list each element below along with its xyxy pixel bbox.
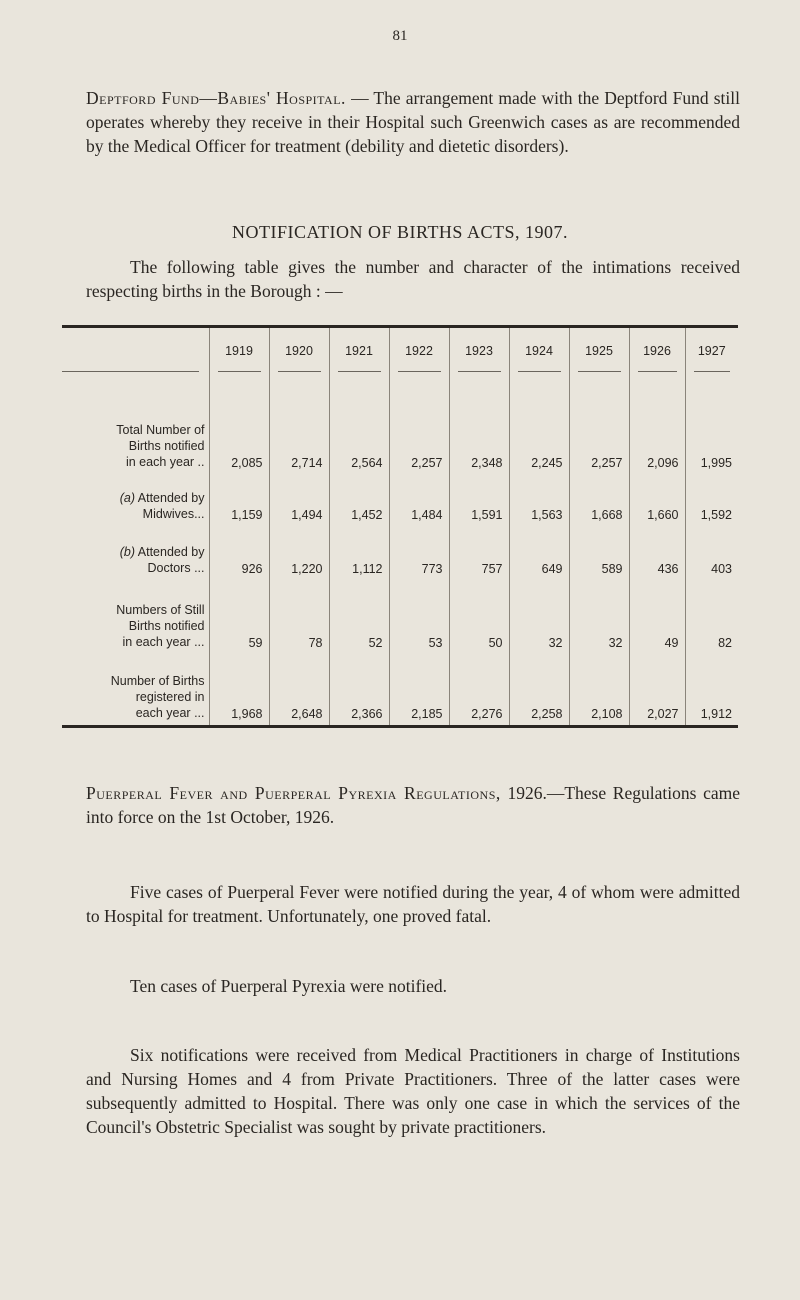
- table-cell: 32: [569, 580, 629, 654]
- year-header: 1927: [685, 328, 738, 374]
- table-cell: 78: [269, 580, 329, 654]
- table-cell: 59: [248, 636, 263, 650]
- table-cell: 2,564: [329, 374, 389, 474]
- table-cell: 1,563: [509, 474, 569, 526]
- deptford-paragraph: [86, 86, 740, 158]
- table-cell: 403: [685, 526, 738, 580]
- table-cell: 2,096: [629, 374, 685, 474]
- table-cell: 2,108: [569, 654, 629, 725]
- intro-paragraph: The following table gives the number and character of the intimations received respecting births in the Borough : —: [86, 257, 740, 301]
- table-cell: 1,159: [231, 508, 263, 522]
- deptford-body: — The arrangement made with the Deptford Fund still operates whereby they receive in their Hospital such Greenwich cases as are recommended by the Medical Officer for treatment (debility and dietetic disorders).: [86, 88, 740, 156]
- table-header-row: [62, 328, 738, 374]
- table-cell: 32: [509, 580, 569, 654]
- table-cell: 649: [509, 526, 569, 580]
- table-cell: 1,968: [231, 707, 263, 721]
- year-header: 1925: [569, 328, 629, 374]
- table-cell: 50: [449, 580, 509, 654]
- table-cell: 1,660: [629, 474, 685, 526]
- notifications-paragraph: Six notifications were received from Medical Practitioners in charge of Institutions and Nursing Homes and 4 from Private Practitioners. Three of the latter cases were subsequently admitted to Hospital. There was only one case in which the services of the Council's Obstetric Specialist was sought by private practitioners.: [86, 1045, 740, 1137]
- pyrexia-paragraph: Ten cases of Puerperal Pyrexia were notified.: [130, 976, 448, 996]
- table-row: [62, 526, 738, 580]
- year-header: 1924: [509, 328, 569, 374]
- table-cell: 926: [241, 562, 263, 576]
- row-label: Numbers of Still Births notified in each year ...: [62, 580, 209, 654]
- table-row: [62, 474, 738, 526]
- deptford-heading: Deptford Fund—Babies' Hospital.: [86, 88, 346, 108]
- table-cell: 1,668: [569, 474, 629, 526]
- table-cell: 2,245: [509, 374, 569, 474]
- table-cell: 2,258: [509, 654, 569, 725]
- table-cell: 2,276: [449, 654, 509, 725]
- row-label: Total Number of Births notified in each year ..: [62, 374, 209, 474]
- year-header: 1922: [389, 328, 449, 374]
- row-label: (b) Attended by Doctors ...: [62, 526, 209, 580]
- table-cell: 2,027: [629, 654, 685, 725]
- table-cell: 1,592: [685, 474, 738, 526]
- table-row: [62, 580, 738, 654]
- year-header: 1926: [629, 328, 685, 374]
- table-cell: 1,484: [389, 474, 449, 526]
- table-cell: 1,591: [449, 474, 509, 526]
- row-label: Number of Births registered in each year ...: [62, 654, 209, 725]
- table-cell: 2,714: [269, 374, 329, 474]
- table-cell: 2,648: [269, 654, 329, 725]
- table-row: [62, 374, 738, 474]
- table-cell: 1,452: [329, 474, 389, 526]
- year-header: 1919: [209, 328, 269, 374]
- table-cell: 1,112: [329, 526, 389, 580]
- table-cell: 53: [389, 580, 449, 654]
- puerperal-body: 1926.—These Regulations came into force on the 1st October, 1926.: [86, 783, 740, 827]
- table-cell: 2,348: [449, 374, 509, 474]
- row-label: (a) Attended by Midwives...: [62, 474, 209, 526]
- table-cell: 1,995: [685, 374, 738, 474]
- header-empty-cell: [62, 328, 209, 374]
- table-cell: 2,085: [231, 456, 263, 470]
- table-cell: 2,185: [389, 654, 449, 725]
- section-title: NOTIFICATION OF BIRTHS ACTS, 1907.: [232, 222, 568, 242]
- table-cell: 2,366: [329, 654, 389, 725]
- table-cell: 1,220: [269, 526, 329, 580]
- table-cell: 1,912: [685, 654, 738, 725]
- puerperal-heading: Puerperal Fever and Puerperal Pyrexia Regulations,: [86, 783, 501, 803]
- year-header: 1923: [449, 328, 509, 374]
- page-number: 81: [392, 28, 408, 44]
- table-cell: 589: [569, 526, 629, 580]
- births-table: [62, 328, 738, 725]
- table-cell: 52: [329, 580, 389, 654]
- table-cell: 2,257: [569, 374, 629, 474]
- puerperal-paragraph: [86, 781, 740, 829]
- births-table-container: [62, 325, 738, 728]
- table-cell: 82: [685, 580, 738, 654]
- table-cell: 49: [629, 580, 685, 654]
- table-row: [62, 654, 738, 725]
- table-cell: 2,257: [389, 374, 449, 474]
- table-cell: 757: [449, 526, 509, 580]
- year-header: 1920: [269, 328, 329, 374]
- fever-paragraph: Five cases of Puerperal Fever were notified during the year, 4 of whom were admitted to Hospital for treatment. Unfortunately, one proved fatal.: [86, 882, 740, 926]
- table-cell: 436: [629, 526, 685, 580]
- table-cell: 773: [389, 526, 449, 580]
- table-bottom-rule: [62, 725, 738, 728]
- year-header: 1921: [329, 328, 389, 374]
- table-cell: 1,494: [269, 474, 329, 526]
